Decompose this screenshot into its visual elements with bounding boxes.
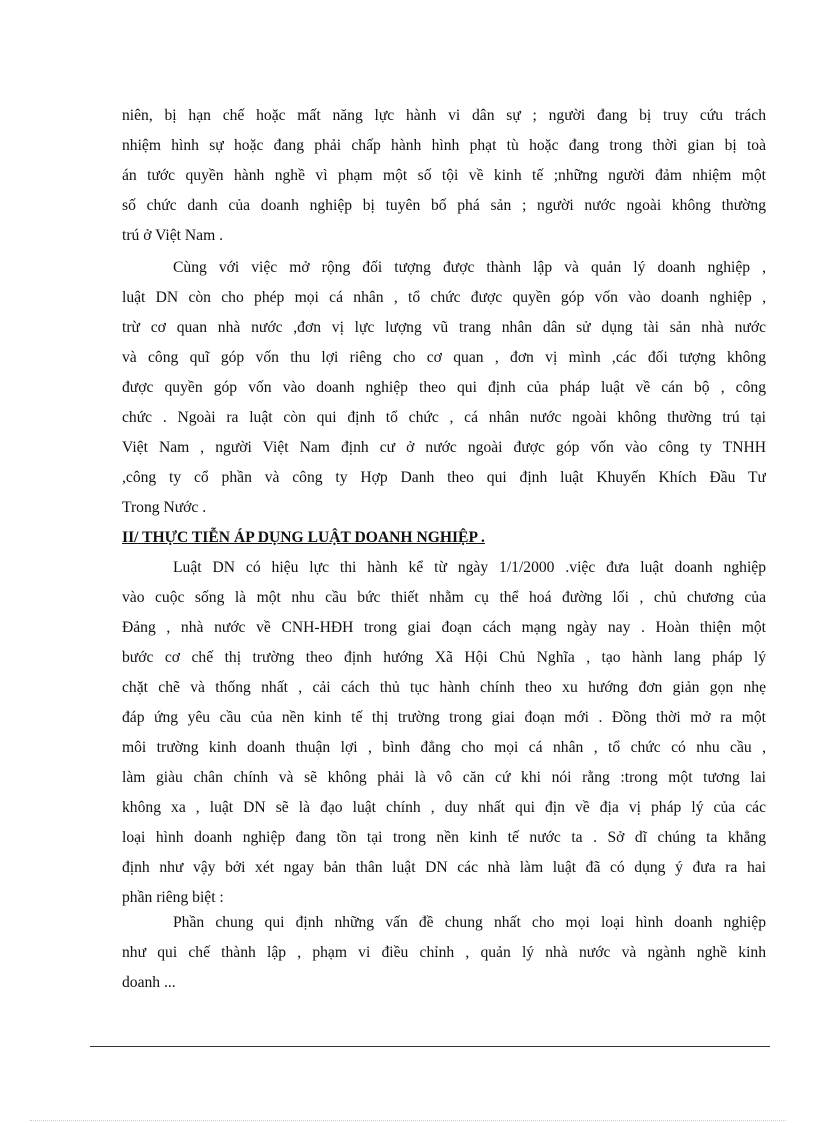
text-line: Cùng với việc mở rộng đối tượng được thành lập và quản lý doanh nghiệp , [173,259,766,276]
text-line: Trong Nước . [122,499,207,516]
text-line: không xa , luật DN sẽ là đạo luật chính , duy nhất qui địn về địa vị pháp lý của các [122,799,766,816]
text-line: môi trường kinh doanh thuận lợi , bình đẳng cho mọi cá nhân , tổ chức có nhu cầu , [122,739,766,756]
text-line: trú ở Việt Nam . [122,227,224,244]
text-line: luật DN còn cho phép mọi cá nhân , tổ chức được quyền góp vốn vào doanh nghiệp , [122,289,766,306]
text-line: niên, bị hạn chế hoặc mất năng lực hành vi dân sự ; người đang bị truy cứu trách [122,107,766,124]
text-line: Việt Nam , người Việt Nam định cư ở nước ngoài được góp vốn vào công ty TNHH [122,439,766,456]
text-line: Đảng , nhà nước về CNH-HĐH trong giai đoạn cách mạng ngày nay . Hoàn thiện một [122,619,766,636]
text-line: phần riêng biệt : [122,889,224,906]
text-line: số chức danh của doanh nghiệp bị tuyên bố phá sản ; người nước ngoài không thường [122,197,766,214]
text-line: đáp ứng yêu cầu của nền kinh tế thị trường trong giai đoạn mới . Đồng thời mở ra một [122,709,766,726]
text-line: ,công ty cổ phần và công ty Hợp Danh theo qui định luật Khuyến Khích Đầu Tư [122,469,766,486]
text-line: định như vậy bởi xét ngay bản thân luật DN các nhà làm luật đã có dụng ý đưa ra hai [122,859,766,876]
text-line: như qui chế thành lập , phạm vi điều chỉnh , quản lý nhà nước và ngành nghề kinh [122,944,766,961]
text-line: doanh ... [122,974,176,991]
text-line: làm giàu chân chính và sẽ không phải là vô căn cứ khi nói rằng :trong một tương lai [122,769,766,786]
text-line: nhiệm hình sự hoặc đang phải chấp hành hình phạt tù hoặc đang trong thời gian bị toà [122,137,766,154]
footer-divider [90,1046,770,1047]
text-line: chặt chẽ và thống nhất , cải cách thủ tục hành chính theo xu hướng đơn giản gọn nhẹ [122,679,766,696]
page-edge-divider [30,1120,786,1121]
text-line: vào cuộc sống là một nhu cầu bức thiết nhằm cụ thể hoá đường lối , chủ chương của [122,589,766,606]
text-line: loại hình doanh nghiệp đang tồn tại trong nền kinh tế nước ta . Sở dĩ chúng ta khẳng [122,829,766,846]
section-heading: II/ THỰC TIỄN ÁP DỤNG LUẬT DOANH NGHIỆP . [122,529,485,546]
text-line: được quyền góp vốn vào doanh nghiệp theo qui định của pháp luật về cán bộ , công [122,379,766,396]
text-line: Luật DN có hiệu lực thi hành kể từ ngày 1/1/2000 .việc đưa luật doanh nghiệp [173,559,766,576]
text-line: án tước quyền hành nghề vì phạm một số tội về kinh tế ;những người đảm nhiệm một [122,167,766,184]
text-line: chức . Ngoài ra luật còn qui định tổ chức , cá nhân nước ngoài không thường trú tại [122,409,766,426]
text-line: trừ cơ quan nhà nước ,đơn vị lực lượng vũ trang nhân dân sử dụng tài sản nhà nước [122,319,766,336]
text-line: và công quĩ góp vốn thu lợi riêng cho cơ quan , đơn vị mình ,các đối tượng không [122,349,766,366]
text-line: bước cơ chế thị trường theo định hướng Xã Hội Chủ Nghĩa , tạo hành lang pháp lý [122,649,766,666]
text-line: Phần chung qui định những vấn đề chung nhất cho mọi loại hình doanh nghiệp [173,914,766,931]
